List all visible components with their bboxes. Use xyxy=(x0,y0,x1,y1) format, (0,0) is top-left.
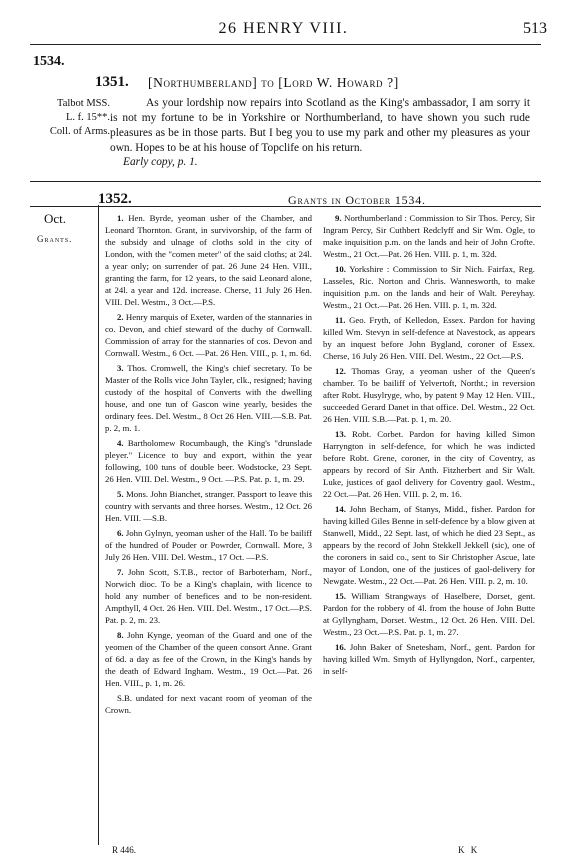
grant-item-text: Hen. Byrde, yeoman usher of the Chamber, and Leonard Thornton. Grant, in survivorship, of the farm of the subsidy and ulnage of cloths sold in the city of London, with the "comen meter" of the said cloths; at 24l. a year only; on surrender of pat. 26 June 24 Hen. VIII., granting the farm, for 12 years, to the said Leonard alone, at 24l. a year and 12d. increase. Cherse, 11 July 26 Hen. VIII. Del. Westm., 3 Oct.—P.S. xyxy=(105,213,313,307)
grant-item-text: Bartholomew Rocumbaugh, the King's "drunslade pleyer." Licence to buy and export, within the year following, 100 tuns of double beer. Wodstocke, 23 Sept. 26 Hen. VIII. Del. Westm., 9 Oct. —P.S. Pat. p. 1, m. 29. xyxy=(105,438,312,484)
section-rule xyxy=(30,181,541,182)
margin-label: Grants. xyxy=(37,234,73,244)
entry-1351-body: As your lordship now repairs into Scotland as the King's ambassador, I am sorry it is not my fortune to be in Yorkshire or Northumberland, to have shown you such rude pleasures as be in those parts. But I beg you to use my park and other my pleasures as your own. Hopes to be at his house of Topclife on his return. xyxy=(110,97,530,154)
grant-item xyxy=(105,488,312,524)
grant-item xyxy=(105,362,312,434)
source-line: L. f. 15**. xyxy=(65,112,110,123)
grant-item-text: John Kynge, yeoman of the Guard and one of the yeomen of the Chamber of the queen consort Anne. Grant of 6d. a day as fee of the Crown, in the King's hands by the death of Edward Ingham. Westm., 19 Oct.—Pat. 26 Hen. VIII., p. 1, m. 26. xyxy=(105,630,312,688)
grant-item xyxy=(105,566,312,626)
entry-1352-number: 1352. xyxy=(98,191,132,207)
grant-item-text: Henry marquis of Exeter, warden of the stannaries in co. Devon, and chief steward of the duchy of Cornwall. Commission of array for the stannaries of cos. Devon and Cornwall. Westm., 6 Oct. —Pat. 26 Hen. VIII., p. 1, m. 6d. xyxy=(105,312,312,358)
grant-item xyxy=(105,629,312,689)
grant-item-text: S.B. undated for next vacant room of yeoman of the Crown. xyxy=(105,693,312,715)
grant-item-text: Northumberland : Commission to Sir Thos. Percy, Sir Ingram Percy, Sir Cuthbert Redclyff and Sir Wm. Ogle, to make inquisition p.m. on the lands and heir of John Crofte. Westm., 21 Oct.—Pat. 26 Hen. VIII. p. 1, m. 32d. xyxy=(323,213,535,259)
grant-item xyxy=(105,212,312,308)
grant-item xyxy=(105,692,312,716)
grant-item xyxy=(105,527,312,563)
grant-item-number: 10. xyxy=(335,264,346,274)
grant-item-text: Mons. John Bianchet, stranger. Passport to leave this country with servants and three horses. Westm., 12 Oct. 26 Hen. VIII. —S.B. xyxy=(105,489,313,523)
grant-item-number: 11. xyxy=(335,315,346,325)
grant-item-text: Thomas Gray, a yeoman usher of the Queen's chamber. To be bailiff of Yelvertoft, Northt.; in reversion after Robt. Husylryge, who, by patent 9 May 12 Hen. VIII., succeeded Gerard Danet in that office. Del. Westm., 22 Oct. 26 Hen. VIII. S.B.—Pat. p. 1, m. 20. xyxy=(323,366,535,424)
left-column xyxy=(105,212,312,719)
entry-1351-copy-note: Early copy, p. 1. xyxy=(123,156,198,168)
grant-item-text: John Gylnyn, yeoman usher of the Hall. To be bailiff of the hundred of Pouder or Powrder, Cornwall. More, 3 July 26 Hen. VIII. Del. Westm., 17 Oct. —P.S. xyxy=(105,528,313,562)
grant-item xyxy=(105,437,312,485)
grant-item-number: 16. xyxy=(335,642,346,652)
grant-item-text: William Strangways of Haselbere, Dorset, gent. Pardon for the robbery of 4l. from the house of John Butte at Gyllyngham, Dorset. Westm., 12 Oct. 26 Hen. VIII. Del. Westm., 23 Oct.—P.S. Pat. p. 1, m. 27. xyxy=(323,591,536,637)
grant-item-number: 3. xyxy=(117,363,124,373)
grant-item-text: Geo. Fryth, of Kelledon, Essex. Pardon for having killed Wm. Stevyn in self-defence at Navestock, as appears by an inquest before John Bygland, coroner of Essex. Cherse, 16 July 26 Hen. VIII. Del. Westm., 22 Oct.—P.S. xyxy=(323,315,536,361)
grant-item-text: Thos. Cromwell, the King's chief secretary. To be Master of the Rolls vice John Tayler, clk., resigned; having custody of the hospital of Converts with the dwelling house, and one tun of Gascon wine yearly, besides the ordinary fees. Del. Westm., 8 Oct 26 Hen. VIII.—S.B. Pat. p. 2, m. 1. xyxy=(105,363,313,433)
grant-item-text: Yorkshire : Commission to Sir Nich. Fairfax, Reg. Lasseles, Ric. Norton and Chris. Wannesworth, to make inquisition p.m. on the lands and heir of Walt. Pereyhay. Westm., 21 Oct.—Pat. 26 Hen. VIII. p. 1, m. 32d. xyxy=(323,264,535,310)
grant-item-text: John Scott, S.T.B., rector of Barboterham, Norf., Norwich dioc. To be a King's chaplain, with licence to hold any number of benefices and to be non-resident. Ampthyll, 4 Oct. 26 Hen. VIII. Del. Westm., 17 Oct.—P.S. Pat. p. 2, m. 23. xyxy=(105,567,312,625)
source-line: Talbot MSS. xyxy=(57,98,110,109)
grant-item-number: 4. xyxy=(117,438,124,448)
page-number: 513 xyxy=(523,20,547,37)
grant-item-text: Robt. Corbet. Pardon for having killed Simon Harryngton in self-defence, for which he was indicted before Robt. Grene, coroner, in the city of Coventry, as appears by record of Sir Anth. Fitzherbert and Sir Walt. Luke, justices of gaol delivery for Coventry gaol. Westm., 22 Oct.—Pat. 26 Hen. VIII. p. 2, m. 16. xyxy=(323,429,536,499)
grant-item-number: 15. xyxy=(335,591,346,601)
grant-item-number: 12. xyxy=(335,366,346,376)
entry-1351-number: 1351. xyxy=(95,74,129,90)
grant-item xyxy=(323,263,535,311)
entry-1351-sources xyxy=(30,97,110,139)
signature-mark-right: K K xyxy=(458,845,480,855)
running-header xyxy=(0,20,567,42)
grant-item xyxy=(323,428,535,500)
grant-item xyxy=(323,590,535,638)
margin-month: Oct. xyxy=(44,211,67,226)
running-title: 26 HENRY VIII. xyxy=(218,20,349,37)
grant-item-number: 9. xyxy=(335,213,342,223)
grant-item xyxy=(323,365,535,425)
grant-item-text: John Baker of Snetesham, Norf., gent. Pardon for having killed Wm. Smyth of Hyllyngdon, Norf., carpenter, in self- xyxy=(323,642,535,676)
entry-1352-rule xyxy=(30,206,541,207)
grant-item-number: 7. xyxy=(117,567,124,577)
entry-1351-title: [Northumberland] to [Lord W. Howard ?] xyxy=(148,75,399,90)
grant-item-number: 5. xyxy=(117,489,124,499)
grant-item xyxy=(323,503,535,587)
grant-item-number: 6. xyxy=(117,528,124,538)
grant-item-number: 2. xyxy=(117,312,124,322)
grant-item-number: 13. xyxy=(335,429,346,439)
right-column xyxy=(323,212,535,680)
header-rule xyxy=(30,44,541,45)
source-line: Coll. of Arms. xyxy=(49,126,110,137)
year-label: 1534. xyxy=(33,54,65,69)
margin-divider xyxy=(98,205,99,845)
grant-item-number: 1. xyxy=(117,213,124,223)
entry-1352-title: Grants in October 1534. xyxy=(288,193,426,207)
grant-item xyxy=(323,641,535,677)
grant-item xyxy=(323,212,535,260)
grant-item-number: 14. xyxy=(335,504,346,514)
signature-mark-left: R 446. xyxy=(112,845,137,855)
grant-item-number: 8. xyxy=(117,630,124,640)
grant-item xyxy=(105,311,312,359)
grant-item xyxy=(323,314,535,362)
grant-item-text: John Becham, of Stanys, Midd., fisher. Pardon for having killed Giles Benne in self-defence by a blow given at Stanwell, Midd., 22 Sept. last, of which he died 23 Sept., as appears by the record of John Stekkell Jekkell (sic), one of the coroners in said co., sent to Sir Christopher Ascue, late mayor of London, one of the justices of gaol-delivery for Newgate. Westm., 22 Oct.—Pat. 26 Hen. VIII. p. 2, m. 10. xyxy=(323,504,536,586)
